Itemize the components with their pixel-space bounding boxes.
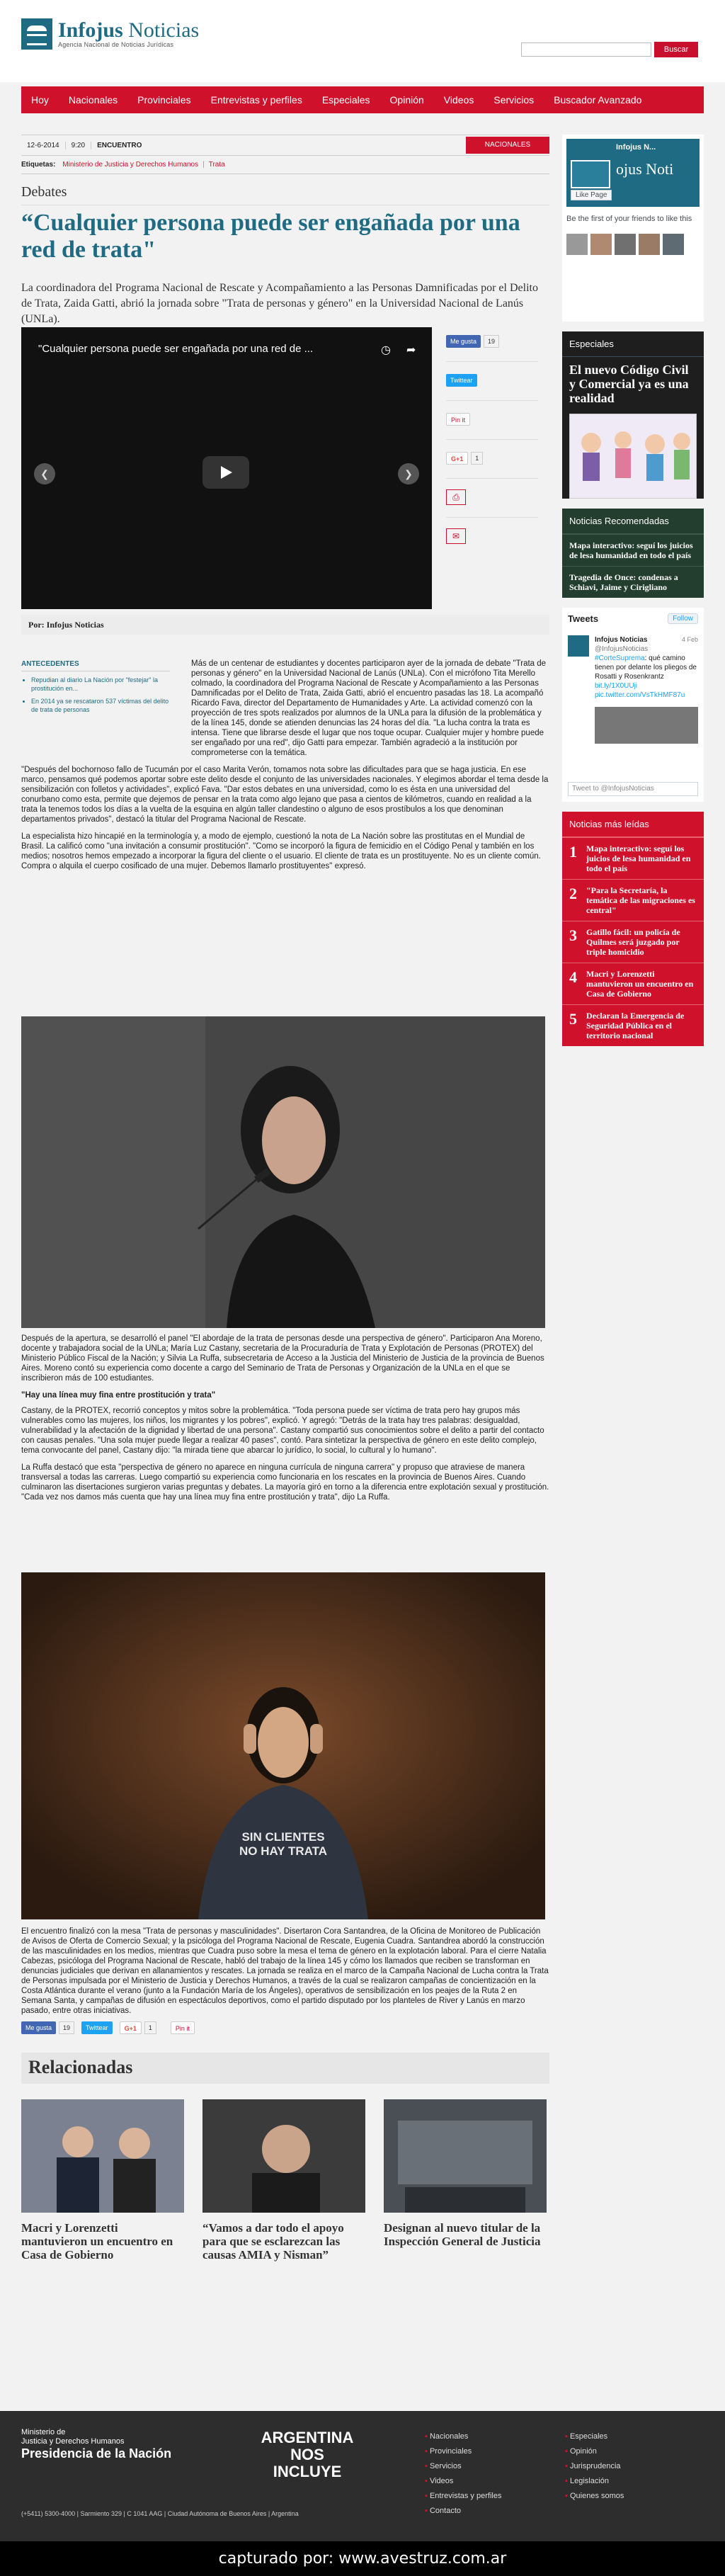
rank-number: 3 bbox=[569, 926, 577, 944]
facebook-widget bbox=[562, 135, 704, 322]
logo-subtitle: Agencia Nacional de Noticias Jurídicas bbox=[58, 41, 174, 48]
mas-leida-item[interactable] bbox=[562, 879, 704, 921]
body-paragraph: Más de un centenar de estudiantes y docentes participaron ayer de la jornada de debate "Trata de personas y género" en la Universidad Nacional de Lanús (UNLa). Con el micrófono Tita Merello colmado, la coordinadora del Programa Nacional de Rescate y Acompañamiento a las Personas Damnificadas por el Delito de Trata, Zaida Gatti, abrió el encuentro pasadas las 18. La acompañó Ricardo Fava, director del Departamento de Humanidades y Arte. La actividad comenzó con la proyección de tres spots realizados por alumnos de la UNLa para la difusión de la problemática y de la línea 145, donde se atienden denuncias las 24 horas del día. "La lucha contra la trata es intensa. Tiene que librarse desde el lugar que nos toque ocupar. Cualquier mujer y hombre puede ser engañado por una red", dijo Gatti para empezar. También agradeció a la institución por comprometerse con la temática. bbox=[191, 659, 547, 757]
footer-org[interactable] bbox=[21, 2428, 171, 2461]
nav-especiales[interactable]: Especiales bbox=[321, 94, 370, 106]
related-item[interactable] bbox=[21, 2099, 184, 2262]
tag-link[interactable]: Ministerio de Justicia y Derechos Humanos bbox=[62, 161, 199, 169]
footer-link[interactable]: ▪ Nacionales bbox=[425, 2429, 501, 2444]
twitter-follow-button[interactable]: Follow bbox=[668, 613, 698, 624]
mas-leida-link[interactable]: Declaran la Emergencia de Seguridad Pública en el territorio nacional bbox=[586, 1011, 685, 1040]
logo-title-b: Noticias bbox=[128, 18, 200, 42]
related-image[interactable] bbox=[21, 2099, 184, 2213]
article-body-2 bbox=[21, 1334, 549, 1509]
photo-campaign-image bbox=[21, 1572, 545, 1919]
share-icon[interactable]: ➦ bbox=[406, 344, 416, 356]
shirt-text: SIN CLIENTES bbox=[241, 1830, 325, 1844]
gplus-button-bottom[interactable]: G+1 bbox=[120, 2021, 142, 2034]
photo-speaker-image bbox=[21, 1016, 545, 1328]
avatar[interactable] bbox=[639, 234, 660, 255]
recomendada-link[interactable]: Tragedia de Once: condenas a Schiavi, Jaime y Cirigliano bbox=[562, 566, 704, 598]
footer-link[interactable]: ▪ Provinciales bbox=[425, 2444, 501, 2459]
footer-org-presidencia: Presidencia de la Nación bbox=[21, 2446, 172, 2461]
footer-link[interactable]: ▪ Contacto bbox=[425, 2504, 501, 2519]
sidebar bbox=[562, 135, 704, 1046]
footer-slogan: ARGENTINA NOS INCLUYE bbox=[261, 2429, 354, 2480]
footer-links-b bbox=[565, 2429, 624, 2504]
fb-like-button-bottom[interactable]: Me gusta bbox=[21, 2021, 56, 2034]
logo-title-a: Infojus bbox=[58, 18, 123, 42]
mas-leida-item[interactable] bbox=[562, 837, 704, 879]
footer-link[interactable]: ▪ Opinión bbox=[565, 2444, 624, 2459]
fb-faces bbox=[566, 234, 700, 255]
mas-leida-link[interactable]: "Para la Secretaría, la temática de las migraciones es central" bbox=[586, 885, 695, 915]
body-paragraph: La Ruffa destacó que esta "perspectiva de género no aparece en ninguna currícula de ninguna carrera" y propuso que atraviese de manera transversal a todas las carreras. Luego compartió su experiencia como funcionaria en los rescates en la provincia de Buenos Aires. Cuando culminaron las disertaciones surgieron varias preguntas y debates. La mayoría giró en torno a la diferencia entre explotación sexual y prostitución. "Cada vez nos damos más cuenta que hay una línea muy fina entre prostitución y trata", dijo La Ruffa. bbox=[21, 1463, 549, 1502]
pin-it-button-bottom[interactable]: Pin it bbox=[171, 2021, 195, 2034]
site-header bbox=[0, 0, 725, 82]
logo-mark-icon bbox=[21, 18, 52, 50]
mas-leidas-box bbox=[562, 812, 704, 1046]
prev-arrow-icon[interactable]: ❮ bbox=[34, 463, 55, 484]
video-title: "Cualquier persona puede ser engañada por una red de ... bbox=[38, 343, 314, 355]
mas-leidas-head: Noticias más leídas bbox=[562, 812, 704, 837]
article-meta bbox=[21, 135, 549, 156]
fb-page-name[interactable]: Infojus N... bbox=[616, 143, 656, 152]
tweet-button-bottom[interactable]: Twittear bbox=[81, 2021, 113, 2034]
tweet-image[interactable] bbox=[595, 707, 698, 744]
nav-opinion[interactable]: Opinión bbox=[389, 94, 424, 106]
related-item[interactable] bbox=[384, 2099, 547, 2248]
recomendada-link[interactable]: Mapa interactivo: seguí los juicios de lesa humanidad en todo el país bbox=[562, 534, 704, 566]
especiales-image[interactable] bbox=[569, 414, 697, 499]
video-block bbox=[21, 327, 549, 643]
footer-address: (+5411) 5300-4000 | Sarmiento 329 | C 1041 AAG | Ciudad Autónoma de Buenos Aires | Argentina bbox=[21, 2510, 299, 2517]
nav-hoy[interactable]: Hoy bbox=[31, 94, 49, 106]
mas-leida-link[interactable]: Mapa interactivo: seguí los juicios de lesa humanidad en todo el país bbox=[586, 844, 691, 873]
related-caption[interactable]: Macri y Lorenzetti mantuvieron un encuentro en Casa de Gobierno bbox=[21, 2221, 173, 2262]
avatar[interactable] bbox=[566, 234, 588, 255]
article-body-3 bbox=[21, 1927, 549, 2023]
rank-number: 5 bbox=[569, 1010, 577, 1028]
fb-like-button[interactable]: Me gusta bbox=[446, 335, 481, 348]
article-kicker: Debates bbox=[21, 184, 549, 205]
article-body bbox=[21, 659, 549, 878]
tags-label: Etiquetas: bbox=[21, 161, 56, 169]
related-caption[interactable]: “Vamos a dar todo el apoyo para que se esclarezcan las causas AMIA y Nisman” bbox=[202, 2221, 344, 2262]
tweet-button[interactable]: Twittear bbox=[446, 374, 477, 387]
article-lead: La coordinadora del Programa Nacional de Rescate y Acompañamiento a las Personas Damnificadas por el Delito de Trata, Zaida Gatti, abrió la jornada sobre "Trata de personas y género" en la Universidad Nacional de Lanús (UNLa). bbox=[21, 282, 538, 325]
section-badge[interactable]: NACIONALES bbox=[466, 137, 549, 154]
related-image[interactable] bbox=[202, 2099, 365, 2213]
clock-icon[interactable]: ◷ bbox=[381, 344, 391, 356]
body-subheading: "Hay una línea muy fina entre prostitución y trata" bbox=[21, 1391, 216, 1400]
related-image[interactable] bbox=[384, 2099, 547, 2213]
tweet-handle[interactable]: @InfojusNoticias bbox=[595, 645, 649, 653]
email-icon[interactable]: ✉ bbox=[446, 528, 466, 544]
recomendadas-box bbox=[562, 509, 704, 598]
tag-link[interactable]: Trata bbox=[208, 161, 225, 169]
next-arrow-icon[interactable]: ❯ bbox=[398, 463, 419, 484]
footer-link[interactable]: ▪ Jurisprudencia bbox=[565, 2459, 624, 2474]
footer-link[interactable]: ▪ Legislación bbox=[565, 2474, 624, 2489]
photo-campaign bbox=[21, 1572, 545, 1919]
tweet-link[interactable]: bit.ly/1X0UUji bbox=[595, 682, 638, 690]
site-footer bbox=[0, 2411, 725, 2541]
article-byline: Por: Infojus Noticias bbox=[21, 615, 549, 635]
tweet-text: : qué camino tienen por delante los pliegos de Rosatti y Rosenkrantz bbox=[595, 654, 697, 681]
article-headline: “Cualquier persona puede ser engañada por una red de trata" bbox=[21, 210, 520, 263]
main-nav bbox=[21, 86, 704, 113]
print-icon[interactable]: ⎙ bbox=[446, 489, 466, 505]
tweet-link[interactable]: pic.twitter.com/VsTkHMF87u bbox=[595, 691, 685, 699]
recomendadas-head: Noticias Recomendadas bbox=[562, 509, 704, 534]
tweet-date[interactable]: 4 Feb bbox=[681, 636, 698, 643]
mas-leida-link[interactable]: Gatillo fácil: un policía de Quilmes será juzgado por triple homicidio bbox=[586, 927, 680, 957]
body-paragraph: La especialista hizo hincapié en la terminología y, a modo de ejemplo, cuestionó la nota de La Nación sobre las prostitutas en el Mundial de Brasil. La calificó como "una invitación a consumir prostitución". "Como se incorporó la figura de femicidio en el Código Penal y también en los medios; nosotros hemos empezado a incorporar la figura del cliente o el usuario. El cliente de trata es un prostituyente. No es un cliente común. Compra o alquila el cuerpo cosificado de una mujer. Debemos llamarlo prostituyentes" expresó. bbox=[21, 832, 541, 870]
photo-speaker bbox=[21, 1016, 545, 1328]
avatar[interactable] bbox=[615, 234, 636, 255]
footer-link[interactable]: ▪ Especiales bbox=[565, 2429, 624, 2444]
footer-link[interactable]: ▪ Quienes somos bbox=[565, 2489, 624, 2504]
tweet-hashtag[interactable]: #CorteSuprema bbox=[595, 654, 645, 662]
site-logo[interactable] bbox=[21, 18, 199, 50]
footer-org-line: Justicia y Derechos Humanos bbox=[21, 2437, 125, 2446]
related-section bbox=[21, 2053, 549, 2262]
fb-cover[interactable] bbox=[566, 139, 700, 207]
nav-nacionales[interactable]: Nacionales bbox=[68, 94, 118, 106]
nav-videos[interactable]: Videos bbox=[443, 94, 474, 106]
mas-leida-item[interactable] bbox=[562, 1004, 704, 1046]
play-icon[interactable] bbox=[202, 456, 249, 489]
mas-leida-link[interactable]: Macri y Lorenzetti mantuvieron un encuentro en Casa de Gobierno bbox=[586, 969, 694, 999]
antecedente-link[interactable]: • Repudian al diario La Nación por "festejar" la prostitución en... bbox=[31, 676, 170, 693]
rank-number: 1 bbox=[569, 843, 577, 861]
nav-entrevistas[interactable]: Entrevistas y perfiles bbox=[210, 94, 302, 106]
tag-separator: | bbox=[202, 161, 205, 169]
fb-like-count: 19 bbox=[484, 335, 499, 348]
body-paragraph: Después de la apertura, se desarrolló el panel "El abordaje de la trata de personas desde una perspectiva de género". Participaron Ana Moreno, docente y trabajadora social de la UNLa; María Luz Castany, secretaria de la Procuraduría de Trata y Explotación de Personas (PROTEX) del Ministerio Público Fiscal de la Nación; y Silvia La Ruffa, subsecretaria de Acceso a la Justicia del Ministerio de Justicia de la provincia de Buenos Aires. Moreno contó su experiencia como docente a cargo del Seminario de Trata de Personas y Organización de la UNLa en el que se inscribieron más de 100 estudiantes. bbox=[21, 1334, 544, 1383]
especiales-title[interactable]: El nuevo Código Civil y Comercial ya es una realidad bbox=[569, 363, 689, 405]
body-paragraph: "Después del bochornoso fallo de Tucumán por el caso Marita Verón, tomamos nota sobre las dificultades para que se haga justicia. En ese marco, pensamos qué podemos aportar sobre este delito desde el conjunto de las universidades nacionales. Y elegimos abordar el tema desde la sensibilización con folletos y actividades", explicó Fava. "Dar estos debates en una universidad, como lo es ésta en una universidad del conurbano como esta, permite que dejemos de pensar en la trata como algo lejano que pasa a cientos de kilómetros, cuando en realidad a la trata la tenemos todos los días a la vuelta de la esquina en algún taller clandestino o alguno de esos prostíbulos a los que denominan departamentos privados", destacó la titular del Programa Nacional de Rescate. bbox=[21, 766, 549, 824]
share-column bbox=[446, 338, 538, 574]
fb-cover-text: ojus Noti bbox=[616, 160, 674, 178]
rank-number: 2 bbox=[569, 885, 577, 902]
tweets-head: Tweets bbox=[568, 613, 599, 624]
gplus-count: 1 bbox=[471, 452, 483, 465]
rank-number: 4 bbox=[569, 968, 577, 986]
capture-watermark: capturado por: www.avestruz.com.ar bbox=[0, 2541, 725, 2576]
avatar[interactable] bbox=[590, 234, 612, 255]
tweet bbox=[568, 635, 698, 700]
nav-provinciales[interactable]: Provinciales bbox=[137, 94, 191, 106]
gplus-button[interactable]: G+1 bbox=[446, 452, 468, 465]
pin-it-button[interactable]: Pin it bbox=[446, 413, 470, 426]
article bbox=[21, 135, 549, 2262]
antecedente-link[interactable]: • En 2014 ya se rescataron 537 víctimas del delito de trata de personas bbox=[31, 697, 170, 714]
nav-buscador-avanzado[interactable]: Buscador Avanzado bbox=[554, 94, 642, 106]
footer-links-a bbox=[425, 2429, 501, 2519]
fb-page-logo bbox=[571, 160, 610, 188]
especiales-head: Especiales bbox=[562, 331, 704, 357]
avatar[interactable] bbox=[663, 234, 684, 255]
article-date: 12-6-2014 bbox=[21, 142, 66, 149]
avatar[interactable] bbox=[568, 635, 589, 657]
footer-link[interactable]: ▪ Servicios bbox=[425, 2459, 501, 2474]
nav-servicios[interactable]: Servicios bbox=[493, 94, 535, 106]
fb-like-count-bottom: 19 bbox=[59, 2021, 74, 2034]
body-paragraph: El encuentro finalizó con la mesa "Trata de personas y masculinidades". Disertaron Cora Santandrea, de la Oficina de Monitoreo de Publicación de Avisos de Oferta de Comercio Sexual; y la psicóloga del Programa Nacional de Rescate, Eugenia Cuadra. Santandrea abordó la construcción de las masculinidades en los medios, mientras que Cuadra puso sobre la mesa el tema de género en la explotación laboral. Para el cierre Natalia Cabezas, psicóloga del Programa Nacional de Rescate, habló del trabajo de la línea 145 y cómo los llamados que reciben se transforman en denuncias judiciales que derivan en allanamientos y rescates. La jornada se realiza en el marco de la Campaña Nacional de Lucha contra la Trata de Personas impulsada por el Ministerio de Justicia y Derechos Humanos, a través de la cual se realizaron campañas de concientización en la Costa Atlántica durante el verano (junto a la Fundación María de los Ángeles), operativos de sensibilización en los peajes de la Ruta 2 en Semana Santa, y campañas de difusión en espectáculos deportivos, como el partido disputado por los planteles de River y Lanús en marzo pasado, entre otras iniciativas. bbox=[21, 1927, 549, 2015]
bottom-share-bar bbox=[21, 2021, 195, 2034]
footer-org-line: Ministerio de bbox=[21, 2428, 66, 2436]
especiales-box bbox=[562, 331, 704, 499]
related-caption[interactable]: Designan al nuevo titular de la Inspección General de Justicia bbox=[384, 2221, 541, 2248]
related-item[interactable] bbox=[202, 2099, 365, 2262]
footer-link[interactable]: ▪ Entrevistas y perfiles bbox=[425, 2489, 501, 2504]
tweet-to-input[interactable]: Tweet to @InfojusNoticias bbox=[568, 782, 698, 796]
fb-like-page-button[interactable]: Like Page bbox=[571, 190, 612, 200]
fb-friends-text: Be the first of your friends to like this bbox=[566, 215, 692, 223]
footer-link[interactable]: ▪ Videos bbox=[425, 2474, 501, 2489]
video-player[interactable] bbox=[21, 327, 432, 609]
search-button[interactable]: Buscar bbox=[654, 42, 698, 57]
body-paragraph: Castany, de la PROTEX, recorrió conceptos y mitos sobre la problemática. "Toda persona puede ser víctima de trata pero hay grupos más vulnerables como las mujeres, los niños, los migrantes y los pobres", explicó. Y agregó: "Detrás de la trata hay tres palabras: desigualdad, vulnerabilidad y la afectación de la dignidad y libertad de una persona". Castany compartió sus conocimientos sobre el delito a partir del contacto con causas penales. "Una sola mujer puede llegar a realizar 40 pases", contó. Para sintetizar la perspectiva de género en este delito complejo, tema convocante del panel, Castany dijo: "la mirada tiene que abarcar lo jurídico, lo social, lo cultural y lo humano". bbox=[21, 1407, 544, 1455]
twitter-widget bbox=[562, 608, 704, 802]
article-time: 9:20 bbox=[66, 142, 91, 149]
mas-leida-item[interactable] bbox=[562, 921, 704, 963]
article-section: ENCUENTRO bbox=[97, 141, 142, 149]
tags-bar bbox=[21, 156, 549, 174]
shirt-text: NO HAY TRATA bbox=[239, 1844, 328, 1858]
tweet-author[interactable]: Infojus Noticias bbox=[595, 636, 648, 644]
gplus-count-bottom: 1 bbox=[144, 2021, 156, 2034]
related-title: Relacionadas bbox=[21, 2053, 549, 2084]
search-input[interactable] bbox=[521, 42, 651, 57]
antecedentes-title: ANTECEDENTES bbox=[21, 660, 170, 671]
mas-leida-item[interactable] bbox=[562, 963, 704, 1004]
